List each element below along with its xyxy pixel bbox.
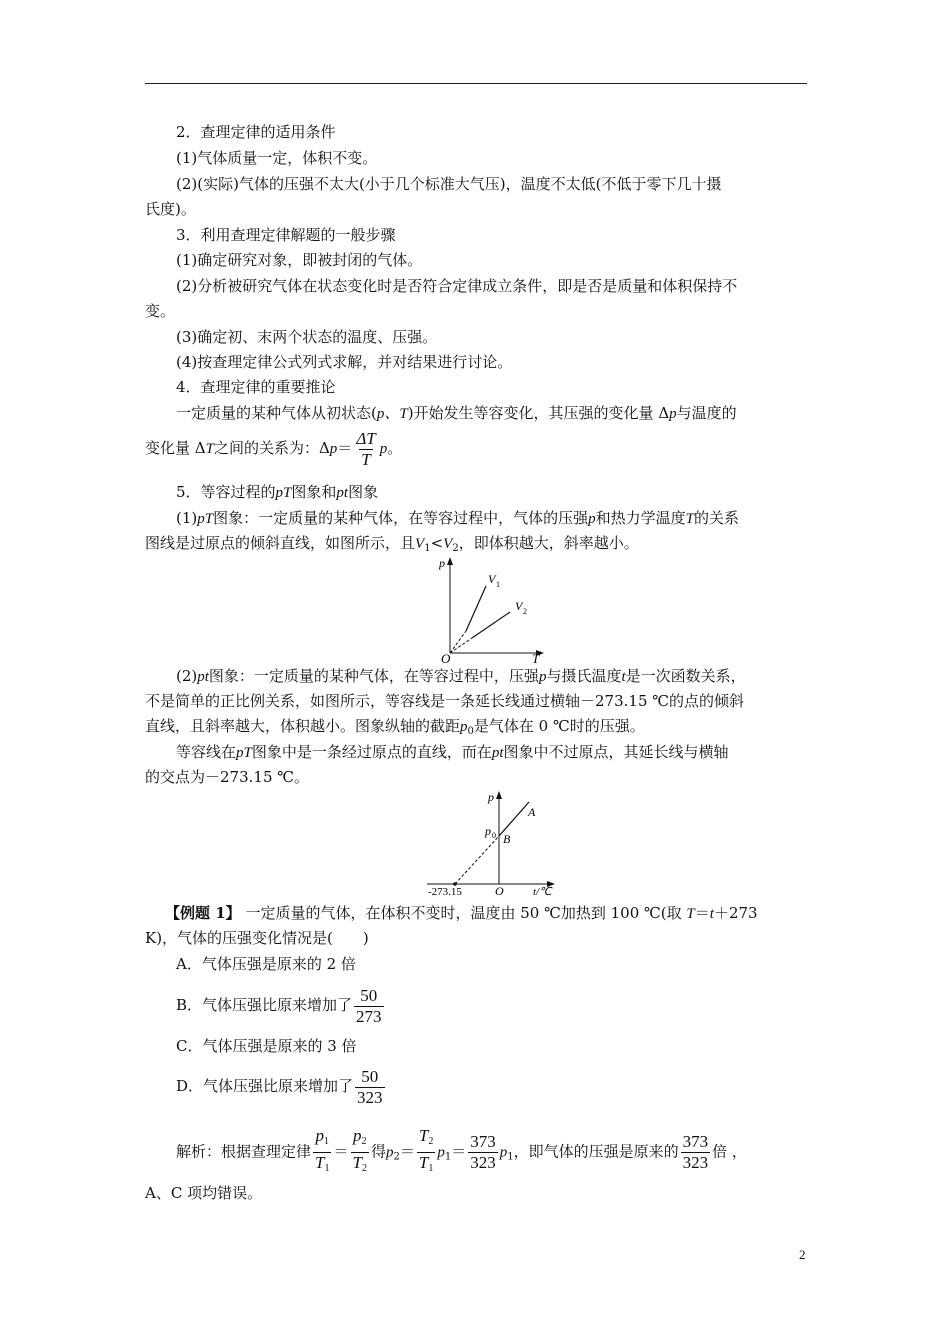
paragraph-line: K)，气体的压强变化情况是( ) bbox=[145, 929, 369, 947]
fraction: $\frac{p_1}{T_1}$ bbox=[313, 1126, 331, 1179]
v2-line bbox=[472, 612, 510, 638]
paragraph-line: 直线，且斜率越大，体积越小。图象纵轴的截距$p_0$是气体在 0 ℃时的压强。 bbox=[145, 717, 645, 737]
option-c: C．气体压强是原来的 3 倍 bbox=[176, 1037, 357, 1055]
paragraph-line: 等容线在pT图象中是一条经过原点的直线，而在pt图象中不过原点，其延长线与横轴 bbox=[176, 743, 729, 761]
fraction: $\frac{T_2}{T_1}$ bbox=[417, 1126, 435, 1179]
paragraph-line: (1)气体质量一定，体积不变。 bbox=[176, 149, 378, 167]
point-b-label: B bbox=[503, 832, 511, 846]
heading-2: 2．查理定律的适用条件 bbox=[176, 123, 336, 141]
v2-label: V bbox=[515, 599, 523, 613]
fraction: $\frac{p_2}{T_2}$ bbox=[351, 1126, 369, 1179]
option-a: A．气体压强是原来的 2 倍 bbox=[176, 955, 356, 973]
paragraph-line: 氏度)。 bbox=[145, 200, 196, 218]
pt-celsius-graph-figure bbox=[425, 788, 565, 898]
fraction: $\frac{373}{323}$ bbox=[470, 1132, 496, 1172]
paragraph-line: (1)pT图象：一定质量的某种气体，在等容过程中，气体的压强p和热力学温度T的关系 bbox=[176, 509, 739, 527]
option-d: D．气体压强比原来增加了 $\frac{50}{323}$ bbox=[176, 1066, 383, 1107]
isochore-line bbox=[499, 802, 529, 836]
paragraph-line: 变。 bbox=[145, 302, 176, 320]
header-rule bbox=[145, 83, 807, 84]
fraction: $\frac{50}{323}$ bbox=[357, 1066, 383, 1107]
paragraph-line: (4)按查理定律公式列式求解，并对结果进行讨论。 bbox=[176, 353, 513, 371]
heading-3: 3．利用查理定律解题的一般步骤 bbox=[176, 226, 396, 244]
x-intercept-label: -273.15 bbox=[428, 886, 462, 898]
fraction: $\frac{373}{323}$ bbox=[682, 1132, 709, 1172]
x-axis-label: T bbox=[532, 651, 540, 665]
page-number: 2 bbox=[799, 1247, 806, 1262]
y-axis-label: p bbox=[439, 556, 445, 570]
option-b: B．气体压强比原来增加了 $\frac{50}{273}$ bbox=[176, 985, 382, 1026]
fraction: $\frac{50}{273}$ bbox=[356, 985, 382, 1026]
heading-5: 5．等容过程的pT图象和pt图象 bbox=[176, 483, 379, 501]
paragraph-line: A、C 项均错误。 bbox=[145, 1184, 263, 1202]
paragraph-line: 图线是过原点的倾斜直线，如图所示，且$V_1<V_2$，即体积越大，斜率越小。 bbox=[145, 534, 639, 554]
y-axis-arrow-icon bbox=[447, 557, 453, 565]
origin-label: O bbox=[441, 651, 451, 665]
extension-dashed-line bbox=[455, 836, 499, 884]
point-a-label: A bbox=[528, 805, 536, 819]
heading-4: 4．查理定律的重要推论 bbox=[176, 378, 336, 396]
y-axis-label: p bbox=[488, 790, 494, 804]
origin-label: O bbox=[495, 884, 504, 898]
paragraph-line: (3)确定初、末两个状态的温度、压强。 bbox=[176, 328, 438, 346]
pt-graph-figure bbox=[430, 555, 550, 665]
v1-line bbox=[466, 586, 486, 631]
paragraph-line: (2)分析被研究气体在状态变化时是否符合定律成立条件，即是否是质量和体积保持不 bbox=[176, 277, 738, 295]
example-question: 【例题 1】 一定质量的气体，在体积不变时，温度由 50 ℃加热到 100 ℃(取 T＝t＋273 bbox=[165, 904, 758, 922]
paragraph-line: 的交点为－273.15 ℃。 bbox=[145, 768, 310, 786]
v2-subscript: 2 bbox=[523, 607, 527, 616]
v2-dashed-segment bbox=[450, 638, 472, 653]
paragraph-line: (1)确定研究对象，即被封闭的气体。 bbox=[176, 251, 423, 269]
paragraph-line: 不是简单的正比例关系，如图所示，等容线是一条延长线通过横轴－273.15 ℃的点的倾斜 bbox=[145, 692, 745, 710]
x-axis-label: t/℃ bbox=[533, 886, 552, 898]
intercept-subscript: 0 bbox=[492, 831, 496, 840]
y-axis-arrow-icon bbox=[496, 791, 502, 799]
v1-dashed-segment bbox=[450, 631, 466, 653]
fraction: $\frac{\Delta T}{T}$ bbox=[356, 428, 376, 469]
formula-line: 变化量 ΔT之间的关系为：Δp＝ $\frac{\Delta T}{T}$ p。 bbox=[145, 428, 403, 469]
solution-line: 解析：根据查理定律 $\frac{p_1}{T_1}$ ＝ $\frac{p_2}{T_2}$ 得$p_2=$ $\frac{T_2}{T_1}$ $p_1=$ $\frac{373}{323}$ $p_1$，即气体的压强是原来的 $\frac{373}{323}$ 倍 ， bbox=[176, 1126, 747, 1181]
paragraph-line: 一定质量的某种气体从初状态(p、T)开始发生等容变化，其压强的变化量 Δp与温度的 bbox=[176, 404, 737, 422]
intercept-label: p bbox=[485, 824, 491, 838]
v1-label: V bbox=[488, 572, 496, 586]
v1-subscript: 1 bbox=[496, 580, 500, 589]
paragraph-line: (2)(实际)气体的压强不太大(小于几个标准大气压)，温度不太低(不低于零下几十摄 bbox=[176, 175, 722, 193]
paragraph-line: (2)pt图象：一定质量的某种气体，在等容过程中，压强p与摄氏温度t是一次函数关系， bbox=[176, 667, 746, 685]
